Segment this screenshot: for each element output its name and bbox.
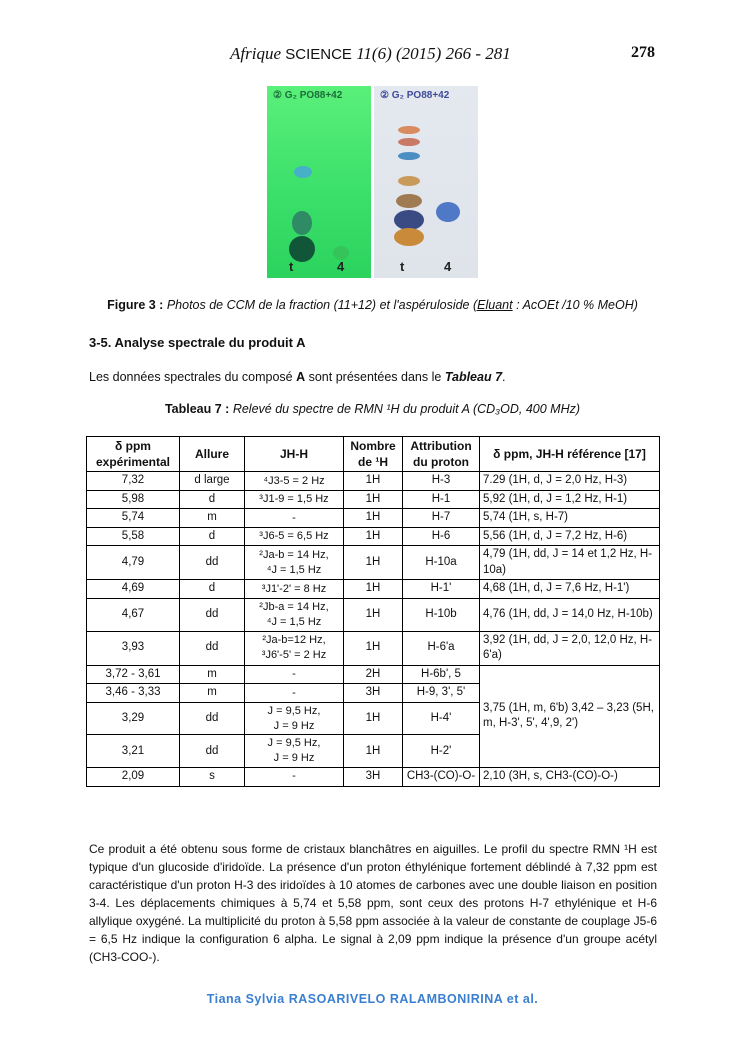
cell-allure: m — [180, 509, 245, 528]
cell-nombre: 1H — [344, 509, 403, 528]
cell-attribution: H-7 — [403, 509, 480, 528]
tlc-spot — [398, 176, 420, 186]
cell-allure: dd — [180, 735, 245, 768]
j-line: J = 9,5 Hz, — [267, 737, 321, 750]
cell-nombre: 1H — [344, 546, 403, 580]
cell-attribution: H-6 — [403, 527, 480, 546]
table-row — [87, 768, 660, 787]
cell-allure: d — [180, 527, 245, 546]
cell-j — [245, 631, 344, 665]
j-line: - — [292, 511, 296, 524]
cell-nombre: 3H — [344, 684, 403, 703]
j-line: ³J1-9 = 1,5 Hz — [259, 493, 329, 506]
cell-j — [245, 472, 344, 491]
page-footer: Tiana Sylvia RASOARIVELO RALAMBONIRINA et al. — [206, 992, 539, 1006]
section-intro: Les données spectrales du composé A sont présentées dans le Tableau 7. — [89, 370, 506, 384]
col-j: JH-H — [245, 437, 344, 472]
cell-attribution: H-2' — [403, 735, 480, 768]
cell-nombre: 1H — [344, 472, 403, 491]
cell-delta: 4,69 — [87, 580, 180, 599]
cell-delta: 7,32 — [87, 472, 180, 491]
figure-caption: Figure 3 : Photos de CCM de la fraction (11+12) et l'aspéruloside (Eluant : AcOEt /10 % MeOH) — [107, 298, 638, 312]
cell-ref: 5,56 (1H, d, J = 7,2 Hz, H-6) — [480, 527, 660, 546]
plate-label: ② G₂ PO88+42 — [273, 90, 343, 101]
j-line: ⁴J = 1,5 Hz — [266, 563, 322, 576]
cell-attribution: H-6'a — [403, 631, 480, 665]
tlc-spot — [394, 228, 424, 246]
tlc-plate-uv — [267, 86, 371, 278]
cell-j — [245, 546, 344, 580]
col-allure: Allure — [180, 437, 245, 472]
j-line: - — [292, 668, 296, 681]
cell-attribution: H-1 — [403, 490, 480, 509]
page-header — [0, 44, 745, 66]
tlc-spot — [394, 210, 424, 230]
cell-nombre: 1H — [344, 702, 403, 735]
cell-nombre: 1H — [344, 580, 403, 599]
table-row — [87, 527, 660, 546]
table-row — [87, 546, 660, 580]
cell-allure: d — [180, 490, 245, 509]
cell-delta: 3,93 — [87, 631, 180, 665]
cell-allure: m — [180, 684, 245, 703]
tlc-plate-stained — [374, 86, 478, 278]
table-row — [87, 665, 660, 684]
j-line: ²Jb-a = 14 Hz, — [259, 600, 329, 613]
cell-nombre: 1H — [344, 527, 403, 546]
cell-j — [245, 702, 344, 735]
cell-j — [245, 490, 344, 509]
cell-ref: 5,74 (1H, s, H-7) — [480, 509, 660, 528]
cell-j — [245, 768, 344, 787]
cell-ref: 7.29 (1H, d, J = 2,0 Hz, H-3) — [480, 472, 660, 491]
j-line: - — [292, 686, 296, 699]
cell-delta: 3,46 - 3,33 — [87, 684, 180, 703]
cell-delta: 4,79 — [87, 546, 180, 580]
cell-delta: 3,21 — [87, 735, 180, 768]
table-row — [87, 490, 660, 509]
section-title: 3-5. Analyse spectrale du produit A — [89, 335, 306, 350]
table-caption: Tableau 7 : Relevé du spectre de RMN ¹H du produit A (CD₃OD, 400 MHz) — [164, 402, 581, 416]
j-line: ⁴J = 1,5 Hz — [266, 615, 322, 628]
cell-j — [245, 665, 344, 684]
j-line: ³J6-5 = 6,5 Hz — [259, 530, 329, 543]
cell-ref: 4,68 (1H, d, J = 7,6 Hz, H-1') — [480, 580, 660, 599]
cell-allure: d — [180, 580, 245, 599]
cell-attribution: H-9, 3', 5' — [403, 684, 480, 703]
j-line: J = 9 Hz — [273, 719, 315, 732]
cell-ref: 3,92 (1H, dd, J = 2,0, 12,0 Hz, H-6'a) — [480, 631, 660, 665]
cell-allure: dd — [180, 702, 245, 735]
cell-delta: 5,58 — [87, 527, 180, 546]
tlc-spot — [398, 152, 420, 160]
plate-foot-right: 4 — [337, 259, 345, 274]
tlc-spot — [436, 202, 460, 222]
cell-nombre: 1H — [344, 490, 403, 509]
cell-delta: 5,98 — [87, 490, 180, 509]
cell-j — [245, 509, 344, 528]
col-ref: δ ppm, JH-H référence [17] — [480, 437, 660, 472]
journal-name: Afrique SCIENCE 11(6) (2015) 266 - 281 — [230, 44, 511, 63]
cell-attribution: H-1' — [403, 580, 480, 599]
cell-attribution: CH3-(CO)-O- — [403, 768, 480, 787]
cell-j — [245, 735, 344, 768]
cell-allure: dd — [180, 631, 245, 665]
tlc-spot — [398, 138, 420, 146]
cell-attribution: H-4' — [403, 702, 480, 735]
cell-attribution: H-6b', 5 — [403, 665, 480, 684]
tlc-spot — [292, 211, 312, 235]
plate-label: ② G₂ PO88+42 — [380, 90, 450, 101]
col-attribution: Attribution du proton — [403, 437, 480, 472]
cell-j — [245, 527, 344, 546]
tlc-spot — [398, 126, 420, 134]
plate-foot-right: 4 — [444, 259, 452, 274]
j-line: J = 9 Hz — [273, 752, 315, 765]
cell-allure: dd — [180, 598, 245, 631]
cell-nombre: 1H — [344, 631, 403, 665]
cell-allure: d large — [180, 472, 245, 491]
cell-nombre: 1H — [344, 598, 403, 631]
cell-attribution: H-3 — [403, 472, 480, 491]
plate-foot-left: t — [289, 259, 294, 274]
col-delta: δ ppm expérimental — [87, 437, 180, 472]
j-line: ⁴J3-5 = 2 Hz — [263, 474, 325, 487]
body-paragraph: Ce produit a été obtenu sous forme de cristaux blanchâtres en aiguilles. Le profil du spectre RMN ¹H est typique d'un glucoside d'iridoïde. La présence d'un proton éthylénique fortement déblindé à 7,32 ppm est caractéristique d'un proton H-3 des iridoïdes à 10 atomes de carbones avec une double liaison en position 3-4. Les déplacements chimiques à 5,74 et 5,58 ppm, sont ceux des protons H-7 ethylénique et H-6 allylique oxygéné. La multiplicité du proton à 5,58 ppm associée à la valeur de constante de couplage J5-6 = 6,5 Hz indique la configuration 6 alpha. Le signal à 2,09 ppm indique la présence d'un groupe acétyl (CH3-COO-). — [89, 842, 657, 964]
table-row — [87, 598, 660, 631]
nmr-table — [86, 436, 660, 787]
cell-allure: s — [180, 768, 245, 787]
cell-delta: 4,67 — [87, 598, 180, 631]
cell-nombre: 1H — [344, 735, 403, 768]
cell-delta: 3,72 - 3,61 — [87, 665, 180, 684]
table-row — [87, 580, 660, 599]
plate-foot-left: t — [400, 259, 405, 274]
cell-delta: 2,09 — [87, 768, 180, 787]
table-row — [87, 472, 660, 491]
j-line: ³J6'-5' = 2 Hz — [261, 649, 327, 662]
tlc-spot — [294, 166, 312, 178]
cell-delta: 3,29 — [87, 702, 180, 735]
table-header-row — [87, 437, 660, 472]
table-row — [87, 509, 660, 528]
j-line: ²Ja-b=12 Hz, — [262, 634, 326, 647]
cell-j — [245, 684, 344, 703]
cell-nombre: 3H — [344, 768, 403, 787]
j-line: ³J1'-2' = 8 Hz — [261, 582, 327, 595]
cell-attribution: H-10b — [403, 598, 480, 631]
cell-allure: dd — [180, 546, 245, 580]
tlc-spot — [333, 246, 349, 260]
cell-ref-merged: 3,75 (1H, m, 6'b) 3,42 – 3,23 (5H, m, H-3', 5', 4',9, 2') — [480, 665, 660, 767]
table-row — [87, 631, 660, 665]
cell-attribution: H-10a — [403, 546, 480, 580]
cell-delta: 5,74 — [87, 509, 180, 528]
page-number: 278 — [631, 44, 655, 61]
cell-ref: 4,79 (1H, dd, J = 14 et 1,2 Hz, H-10a) — [480, 546, 660, 580]
cell-nombre: 2H — [344, 665, 403, 684]
j-line: J = 9,5 Hz, — [267, 704, 321, 717]
tlc-spot — [396, 194, 422, 208]
j-line: ²Ja-b = 14 Hz, — [259, 549, 329, 562]
cell-j — [245, 580, 344, 599]
cell-allure: m — [180, 665, 245, 684]
cell-ref: 2,10 (3H, s, CH3-(CO)-O-) — [480, 768, 660, 787]
cell-ref: 5,92 (1H, d, J = 1,2 Hz, H-1) — [480, 490, 660, 509]
cell-ref: 4,76 (1H, dd, J = 14,0 Hz, H-10b) — [480, 598, 660, 631]
j-line: - — [292, 770, 296, 783]
cell-j — [245, 598, 344, 631]
col-nombre: Nombre de ¹H — [344, 437, 403, 472]
